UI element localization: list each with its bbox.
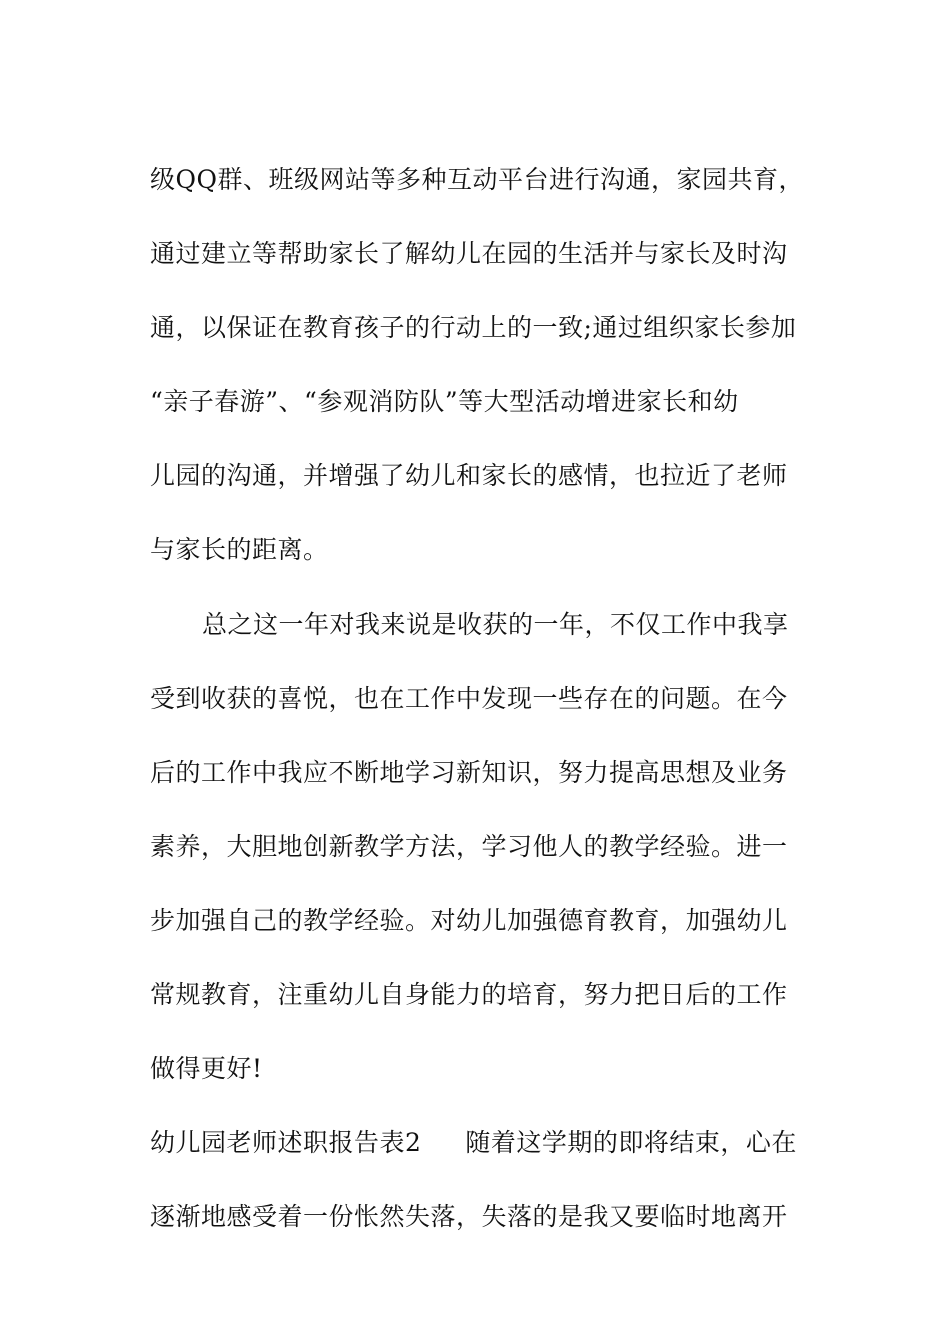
- paragraph-2-line-6: 常规教育，注重幼儿自身能力的培育，努力把日后的工作: [150, 980, 788, 1009]
- paragraph-1-line-2: 通过建立等帮助家长了解幼儿在园的生活并与家长及时沟: [150, 239, 788, 268]
- paragraph-2-line-4: 素养，大胆地创新教学方法，学习他人的教学经验。进一: [150, 832, 788, 861]
- paragraph-1-line-6: 与家长的距离。: [150, 535, 329, 564]
- paragraph-1-line-4: “亲子春游”、“参观消防队”等大型活动增进家长和幼: [150, 387, 739, 416]
- section-2-first-line: [150, 1126, 850, 1160]
- paragraph-1-line-5: 儿园的沟通，并增强了幼儿和家长的感情，也拉近了老师: [150, 461, 788, 490]
- paragraph-2-line-3: 后的工作中我应不断地学习新知识，努力提高思想及业务: [150, 758, 788, 787]
- paragraph-2-line-2: 受到收获的喜悦，也在工作中发现一些存在的问题。在今: [150, 684, 788, 713]
- paragraph-2-line-1: 总之这一年对我来说是收获的一年，不仅工作中我享: [202, 610, 789, 639]
- paragraph-1-line-3: 通，以保证在教育孩子的行动上的一致;通过组织家长参加: [150, 313, 797, 342]
- section-2-opening-text: 随着这学期的即将结束，心在: [465, 1128, 797, 1157]
- paragraph-1-line-1: 级QQ群、班级网站等多种互动平台进行沟通，家园共育，: [150, 165, 804, 194]
- paragraph-2-line-5: 步加强自己的教学经验。对幼儿加强德育教育，加强幼儿: [150, 906, 788, 935]
- section-2-line-2: 逐渐地感受着一份怅然失落，失落的是我又要临时地离开: [150, 1202, 788, 1231]
- paragraph-2-line-7: 做得更好!: [150, 1054, 263, 1083]
- section-2-title: 幼儿园老师述职报告表2: [150, 1128, 422, 1157]
